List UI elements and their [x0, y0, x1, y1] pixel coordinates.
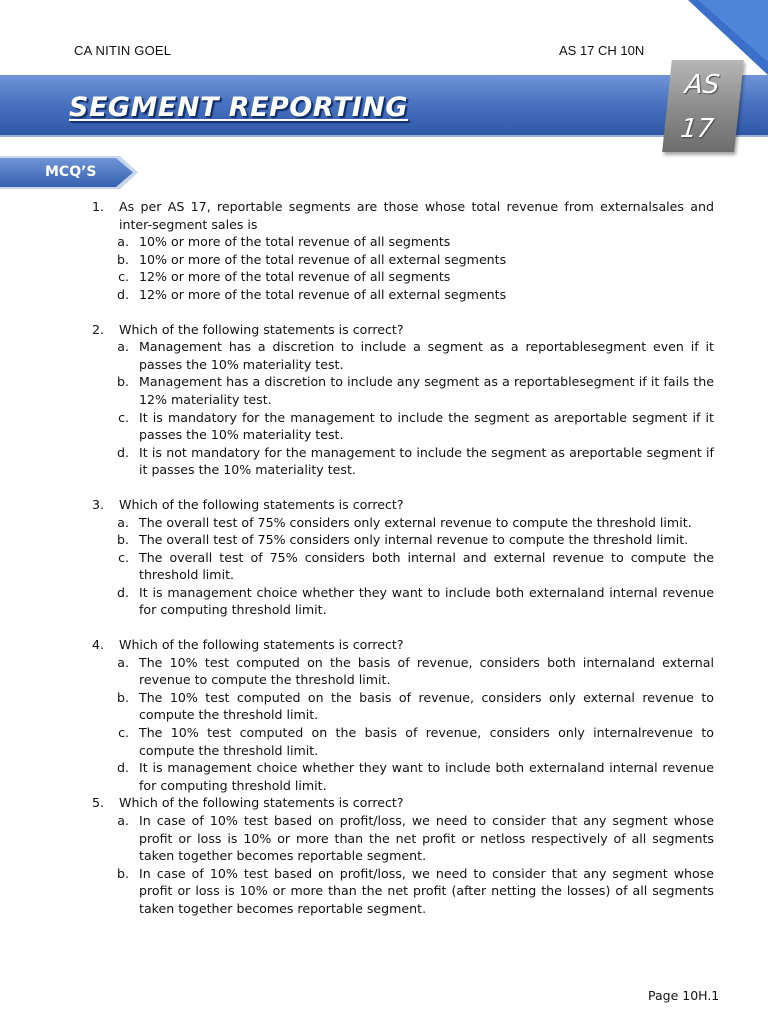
option-label: d. — [117, 760, 129, 776]
option-text: It is not mandatory for the management to include the segment as areportable segment if it passes the 10% materiality test. — [139, 444, 714, 478]
option-label: a. — [117, 813, 129, 828]
option-text: Management has a discretion to include any segment as a reportablesegment if it fails the 12% materiality test. — [139, 374, 714, 407]
option-text: Management has a discretion to include a segment as a reportablesegment even if it passes the 10% materiality test. — [139, 339, 714, 372]
option-text: In case of 10% test based on profit/loss, we need to consider that any segment whose profit or loss is 10% or more than the net profit or netloss respectively of all segments taken together becomes reportable segment. — [139, 813, 714, 864]
question — [92, 496, 714, 619]
question — [92, 321, 714, 479]
option — [92, 373, 714, 408]
option — [92, 654, 714, 689]
option — [92, 724, 714, 759]
option — [92, 444, 714, 479]
option — [92, 865, 714, 918]
option-text: 12% or more of the total revenue of all segments — [139, 269, 451, 285]
question — [92, 794, 714, 917]
option — [92, 812, 714, 865]
option-text: In case of 10% test based on profit/loss, we need to consider that any segment whose profit or loss is 10% or more than the net profit (after netting the losses) of all segments taken together becomes reportable segment. — [139, 865, 714, 916]
page-title: SEGMENT REPORTING — [69, 92, 409, 123]
option-text: The overall test of 75% considers only internal revenue to compute the threshold limit. — [139, 532, 689, 548]
question-text: Which of the following statements is correct? — [119, 637, 404, 653]
option-label: c. — [118, 549, 129, 565]
option-label: c. — [118, 269, 129, 285]
option — [92, 759, 714, 794]
option — [92, 514, 714, 532]
badge-line-1: AS — [683, 70, 722, 100]
question-text: Which of the following statements is correct? — [119, 321, 404, 337]
option-label: d. — [117, 444, 129, 460]
option-label: a. — [117, 234, 129, 250]
option-label: b. — [117, 532, 129, 548]
option-label: a. — [117, 514, 129, 530]
option — [92, 251, 714, 269]
option — [92, 268, 714, 286]
badge-line-2: 17 — [679, 114, 716, 144]
question-number: 3. — [92, 496, 105, 512]
header-chapter: AS 17 CH 10N — [559, 43, 645, 58]
option — [92, 689, 714, 724]
option-label: d. — [117, 286, 129, 302]
option — [92, 338, 714, 373]
option-label: b. — [117, 251, 129, 267]
option — [92, 409, 714, 444]
option-label: b. — [117, 374, 129, 390]
question-list — [92, 198, 714, 918]
option-text: 12% or more of the total revenue of all external segments — [139, 286, 507, 302]
standard-badge — [662, 60, 744, 152]
option — [92, 233, 714, 251]
option — [92, 531, 714, 549]
question — [92, 636, 714, 794]
question-text: As per AS 17, reportable segments are those whose total revenue from externalsales and inter-segment sales is — [119, 199, 714, 232]
option-text: The overall test of 75% considers both internal and external revenue to compute the threshold limit. — [139, 549, 714, 583]
header-author: CA NITIN GOEL — [74, 43, 172, 58]
option-label: a. — [117, 339, 129, 355]
question-number: 1. — [92, 199, 105, 214]
question-text: Which of the following statements is correct? — [119, 496, 404, 512]
option — [92, 286, 714, 304]
option-text: The 10% test computed on the basis of revenue, considers only internalrevenue to compute the threshold limit. — [139, 725, 714, 758]
question-text: Which of the following statements is correct? — [119, 795, 404, 811]
option — [92, 584, 714, 619]
option-label: b. — [117, 865, 129, 881]
question-number: 4. — [92, 637, 105, 653]
question-number: 5. — [92, 795, 105, 811]
option-text: 10% or more of the total revenue of all external segments — [139, 251, 507, 267]
section-tag: MCQ’S — [45, 164, 97, 180]
option-text: The 10% test computed on the basis of revenue, considers both internaland external revenue to compute the threshold limit. — [139, 654, 714, 688]
option-text: The 10% test computed on the basis of revenue, considers only external revenue to compute the threshold limit. — [139, 689, 714, 723]
option-text: It is management choice whether they want to include both externaland internal revenue for computing threshold limit. — [139, 584, 714, 618]
option-text: It is mandatory for the management to include the segment as areportable segment if it passes the 10% materiality test. — [139, 409, 714, 443]
question — [92, 198, 714, 304]
option-text: 10% or more of the total revenue of all segments — [139, 234, 451, 250]
option-label: c. — [118, 725, 129, 741]
option-text: It is management choice whether they want to include both externaland internal revenue for computing threshold limit. — [139, 760, 714, 793]
option-label: d. — [117, 584, 129, 600]
option — [92, 549, 714, 584]
question-number: 2. — [92, 321, 105, 337]
option-label: a. — [117, 654, 129, 670]
option-label: b. — [117, 689, 129, 705]
option-label: c. — [118, 409, 129, 425]
page-number: Page 10H.1 — [648, 988, 720, 1003]
option-text: The overall test of 75% considers only external revenue to compute the threshold limit. — [139, 514, 692, 530]
